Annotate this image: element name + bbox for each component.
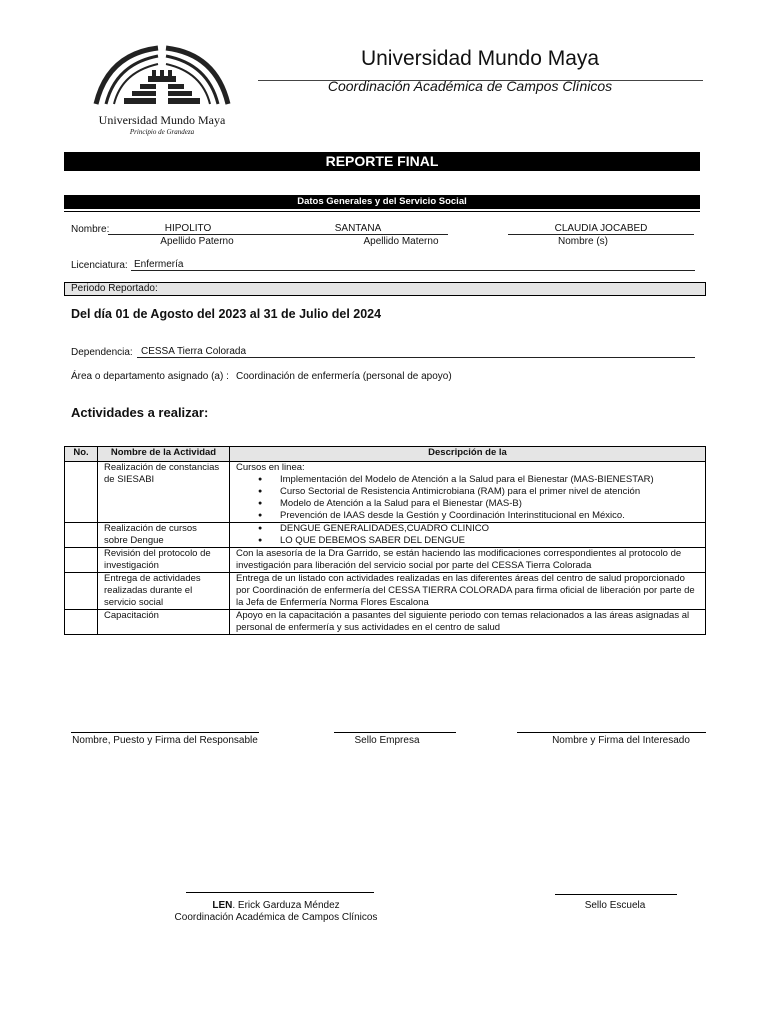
activity-description: Entrega de un listado con actividades realizadas en las diferentes áreas del centro de salud proporcionado por Coordinación de enfermería del CESSA TIERRA COLORADA para firma oficial de liberación por parte de la Jefa de Enfermería Norma Flores Escalona <box>230 573 706 610</box>
row-no <box>65 523 98 548</box>
activities-table <box>64 446 706 635</box>
page-subtitle: Coordinación Académica de Campos Clínicos <box>327 78 613 94</box>
signature-line-coordinacion <box>186 892 374 893</box>
apellido-paterno-field[interactable]: HIPOLITO <box>108 223 268 235</box>
actividades-title: Actividades a realizar: <box>71 405 209 420</box>
list-item: ● Curso Sectorial de Resistencia Antimicrobiana (RAM) para el primer nivel de atención <box>280 486 699 498</box>
logo-text: Universidad Mundo Maya <box>98 113 226 127</box>
signature-line-sello-escuela <box>555 894 677 895</box>
row-no <box>65 573 98 610</box>
sello-escuela-label: Sello Escuela <box>584 900 646 911</box>
area-value: Coordinación de enfermería (personal de apoyo) <box>236 371 452 382</box>
table-row <box>65 548 706 573</box>
coordinator-title: Coordinación Académica de Campos Clínicos <box>174 912 378 923</box>
activity-name: Revisión del protocolo de investigación <box>98 548 230 573</box>
coordinator-name-text: . Erick Garduza Méndez <box>232 900 340 911</box>
table-header-row <box>65 447 706 462</box>
list-item: ● Prevención de IAAS desde la Gestión y Coordinación Interinstitucional en México. <box>280 510 699 522</box>
page-title: Universidad Mundo Maya <box>360 47 600 70</box>
list-item: ● DENGUE GENERALIDADES,CUADRO CLINICO <box>280 523 699 535</box>
caption-nombres: Nombre (s) <box>557 236 608 247</box>
signature-line-interesado <box>517 732 706 733</box>
report-title: REPORTE FINAL <box>64 152 700 171</box>
activity-name: Realización de constancias de SIESABI <box>98 462 230 523</box>
section-title: Datos Generales y del Servicio Social <box>64 195 700 209</box>
activity-name: Entrega de actividades realizadas durante el servicio social <box>98 573 230 610</box>
list-item: ● Implementación del Modelo de Atención a la Salud para el Bienestar (MAS-BIENESTAR) <box>280 474 699 486</box>
signature-label-responsable: Nombre, Puesto y Firma del Responsable <box>72 735 258 746</box>
section-divider <box>64 211 700 212</box>
nombres-field[interactable]: CLAUDIA JOCABED <box>508 223 694 235</box>
coordinator-name <box>150 900 402 911</box>
table-row <box>65 573 706 610</box>
licenciatura-label: Licenciatura: <box>71 260 128 271</box>
description-intro: Cursos en linea: <box>236 462 305 473</box>
table-row <box>65 462 706 523</box>
signature-line-sello-empresa <box>334 732 456 733</box>
activity-description <box>230 523 706 548</box>
nombre-label: Nombre: <box>71 224 110 235</box>
dependencia-label: Dependencia: <box>71 347 133 358</box>
activity-name: Capacitación <box>98 610 230 635</box>
table-row <box>65 523 706 548</box>
caption-apellido-materno: Apellido Materno <box>363 236 439 247</box>
header-activity-name: Nombre de la Actividad <box>98 447 230 462</box>
coordinator-prefix: LEN <box>212 900 233 911</box>
university-logo <box>88 42 236 142</box>
signature-label-interesado: Nombre y Firma del Interesado <box>552 735 690 746</box>
periodo-label: Periodo Reportado: <box>64 282 706 296</box>
row-no <box>65 610 98 635</box>
activity-name: Realización de cursos sobre Dengue <box>98 523 230 548</box>
signature-line-responsable <box>71 732 259 733</box>
sello-empresa-label: Sello Empresa <box>354 735 420 746</box>
logo-tagline: Principio de Grandeza <box>129 128 195 136</box>
licenciatura-field[interactable]: Enfermería <box>131 259 695 271</box>
table-row <box>65 610 706 635</box>
header-description: Descripción de la <box>230 447 706 462</box>
activity-description: Con la asesoría de la Dra Garrido, se están haciendo las modificaciones correspondientes al protocolo de investigación para liberación del servicio social por parte del CESSA Tierra Colorada <box>230 548 706 573</box>
periodo-value: Del día 01 de Agosto del 2023 al 31 de Julio del 2024 <box>71 307 382 321</box>
row-no <box>65 462 98 523</box>
caption-apellido-paterno: Apellido Paterno <box>160 236 234 247</box>
list-item: ● LO QUE DEBEMOS SABER DEL DENGUE <box>280 535 699 547</box>
area-label: Área o departamento asignado (a) : <box>71 371 229 382</box>
activity-description <box>230 462 706 523</box>
activity-description: Apoyo en la capacitación a pasantes del siguiente periodo con temas relacionados a las áreas asignadas al personal de enfermería y sus actividades en el centro de salud <box>230 610 706 635</box>
list-item: ● Modelo de Atención a la Salud para el Bienestar (MAS-B) <box>280 498 699 510</box>
row-no <box>65 548 98 573</box>
dependencia-field[interactable]: CESSA Tierra Colorada <box>137 346 695 358</box>
header-no: No. <box>65 447 98 462</box>
apellido-materno-field[interactable]: SANTANA <box>268 223 448 235</box>
